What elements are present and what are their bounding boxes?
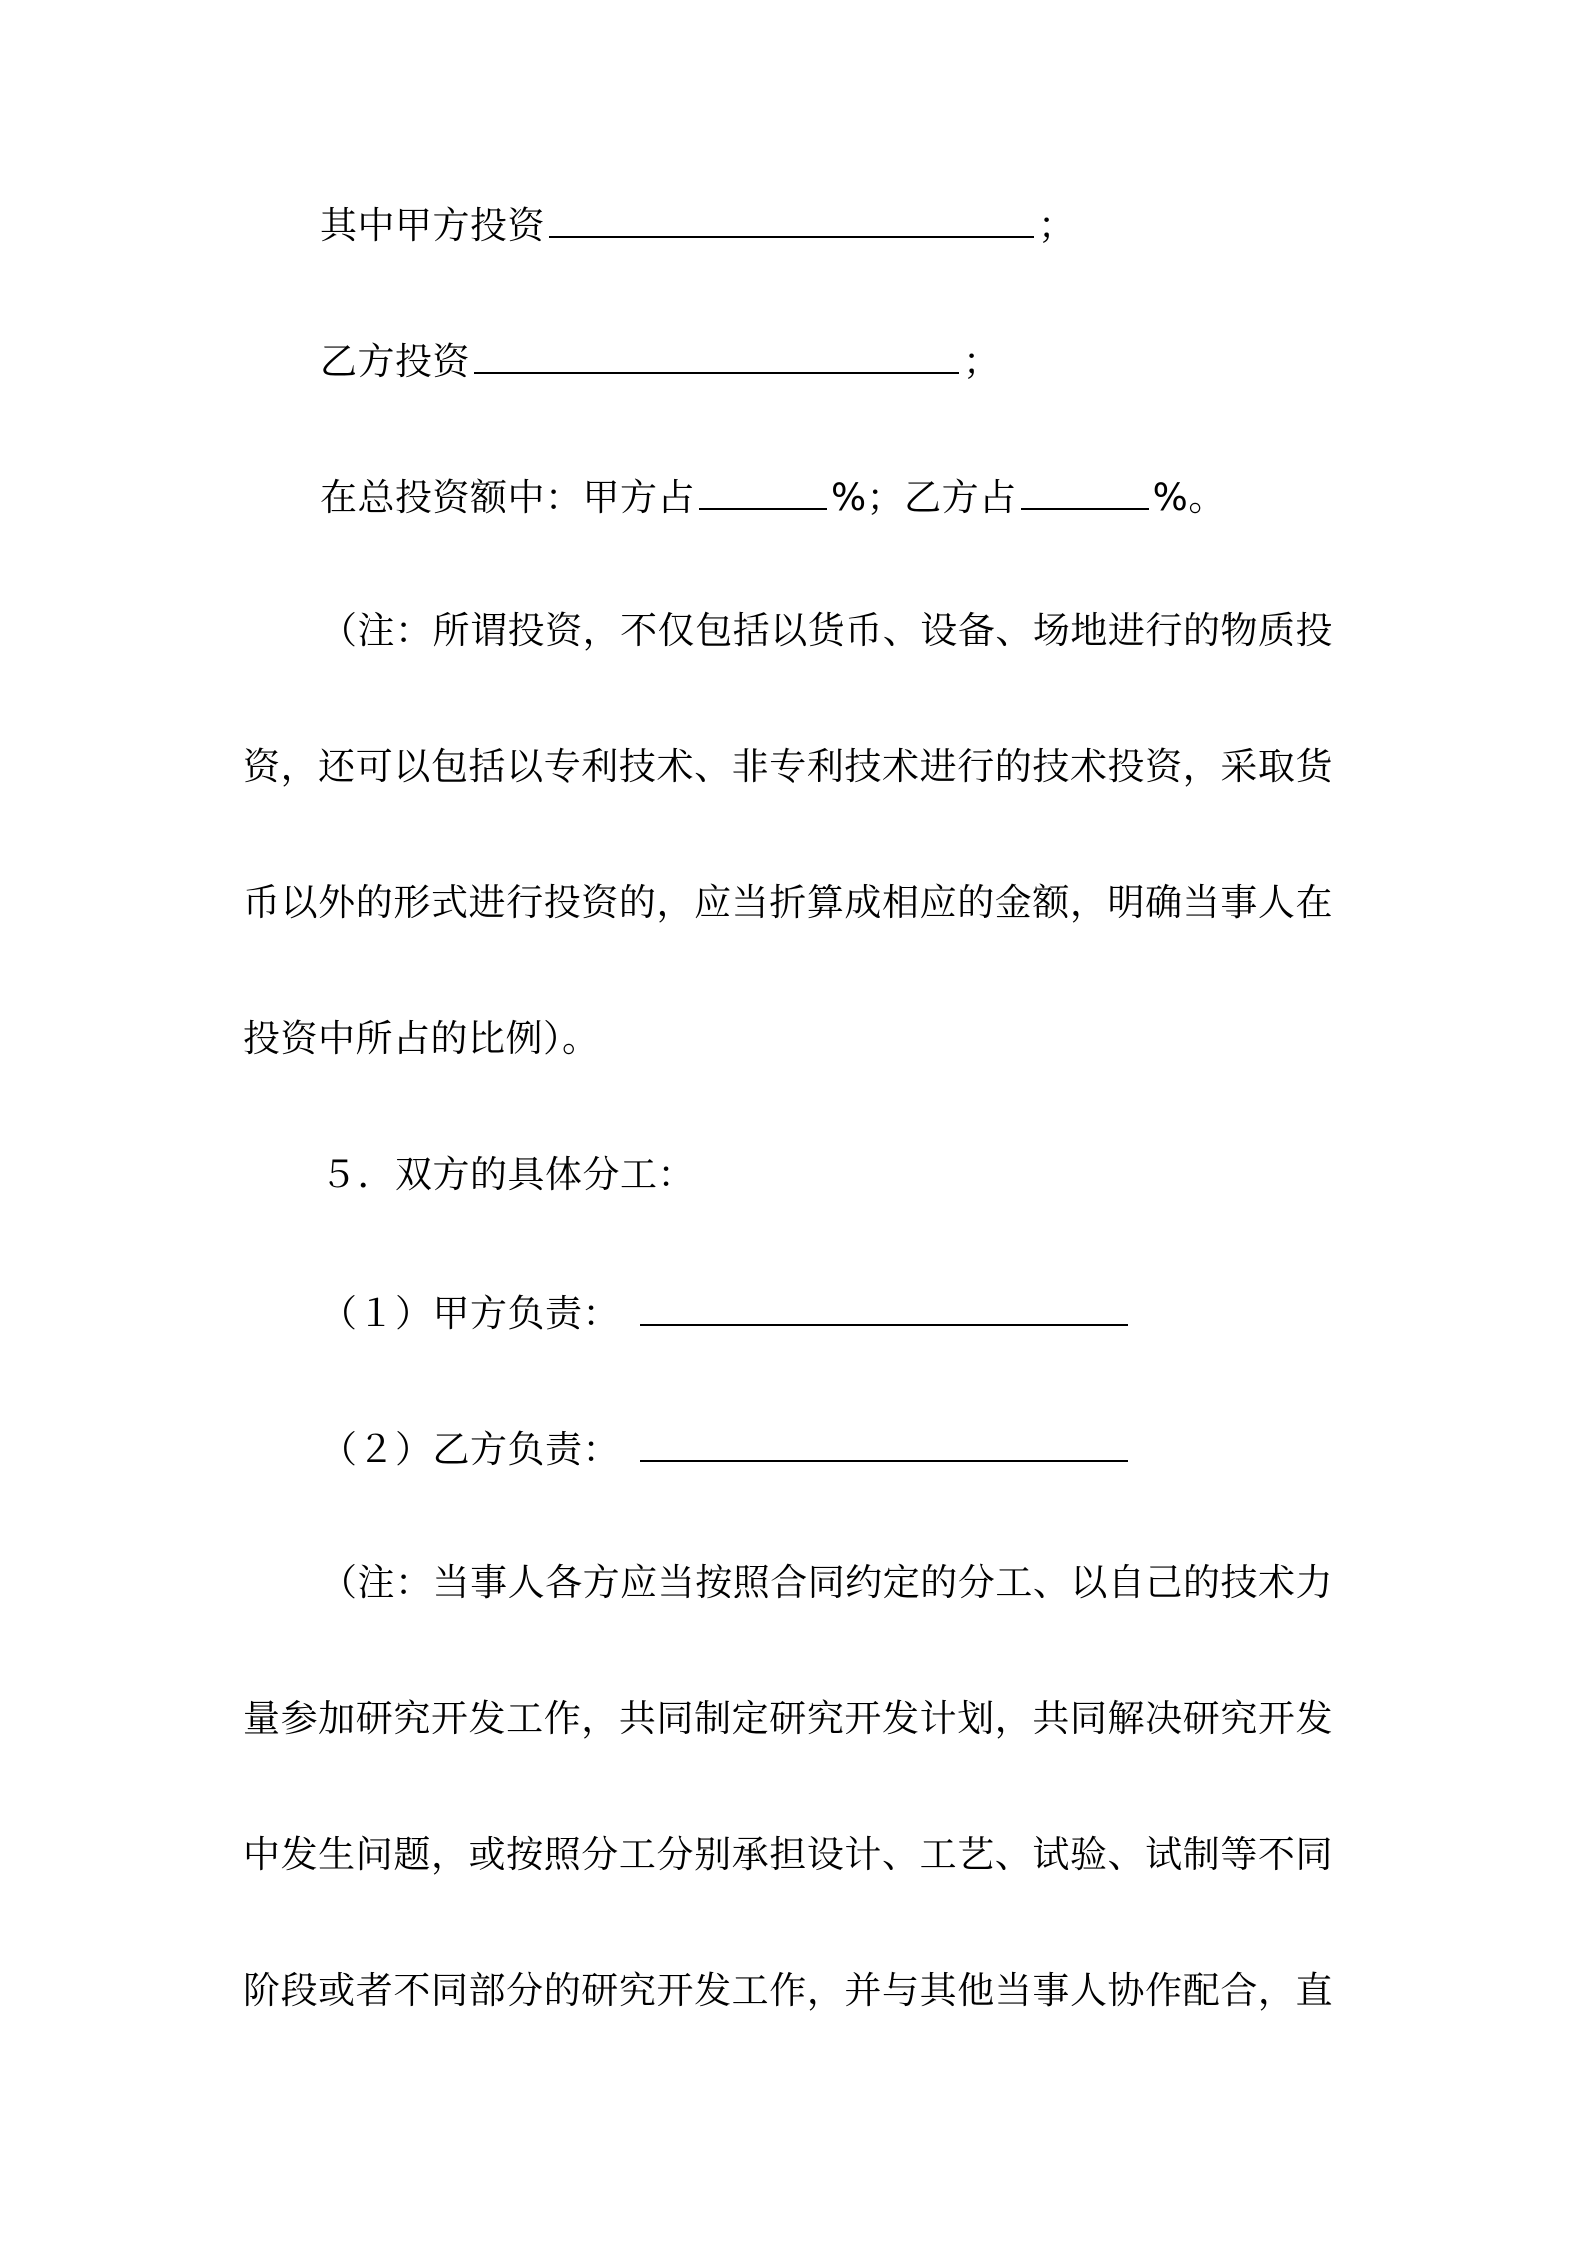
note1-line1: （注：所谓投资，不仅包括以货币、设备、场地进行的物质投: [320, 609, 1333, 652]
duty1-label: （１）甲方负责：: [320, 1292, 620, 1335]
jia-investment-end: ；: [1038, 204, 1076, 247]
yi-investment-label: 乙方投资: [320, 340, 470, 383]
duty1-line: [320, 1286, 1333, 1339]
duty2-label: （２）乙方负责：: [320, 1428, 620, 1471]
duty2-line: [320, 1422, 1333, 1475]
note2-line2: 量参加研究开发工作，共同制定研究开发计划，共同解决研究开发: [243, 1697, 1333, 1740]
note2-line3: 中发生问题，或按照分工分别承担设计、工艺、试验、试制等不同: [243, 1833, 1333, 1876]
ratio-mid: %；乙方占: [831, 476, 1017, 519]
note1-line3: 币以外的形式进行投资的，应当折算成相应的金额，明确当事人在: [243, 881, 1333, 924]
note2-line1: （注：当事人各方应当按照合同约定的分工、以自己的技术力: [320, 1561, 1333, 1604]
yi-ratio-blank[interactable]: [1021, 470, 1149, 510]
investment-ratio-line: [320, 470, 1333, 523]
duty1-blank[interactable]: [640, 1286, 1128, 1326]
note1-line2: 资，还可以包括以专利技术、非专利技术进行的技术投资，采取货: [243, 745, 1333, 788]
ratio-prefix: 在总投资额中：甲方占: [320, 476, 695, 519]
yi-investment-line: [320, 334, 1333, 387]
jia-ratio-blank[interactable]: [699, 470, 827, 510]
duty2-blank[interactable]: [640, 1422, 1128, 1462]
jia-investment-line: [320, 198, 1333, 251]
yi-investment-end: ；: [963, 340, 1001, 383]
section5-heading: ５．双方的具体分工：: [320, 1153, 695, 1196]
ratio-end: %。: [1152, 476, 1226, 519]
note1-line4: 投资中所占的比例）。: [243, 1017, 600, 1060]
yi-investment-blank[interactable]: [474, 334, 959, 374]
note2-line4: 阶段或者不同部分的研究开发工作，并与其他当事人协作配合，直: [243, 1969, 1333, 2012]
jia-investment-label: 其中甲方投资: [320, 204, 545, 247]
jia-investment-blank[interactable]: [549, 198, 1034, 238]
